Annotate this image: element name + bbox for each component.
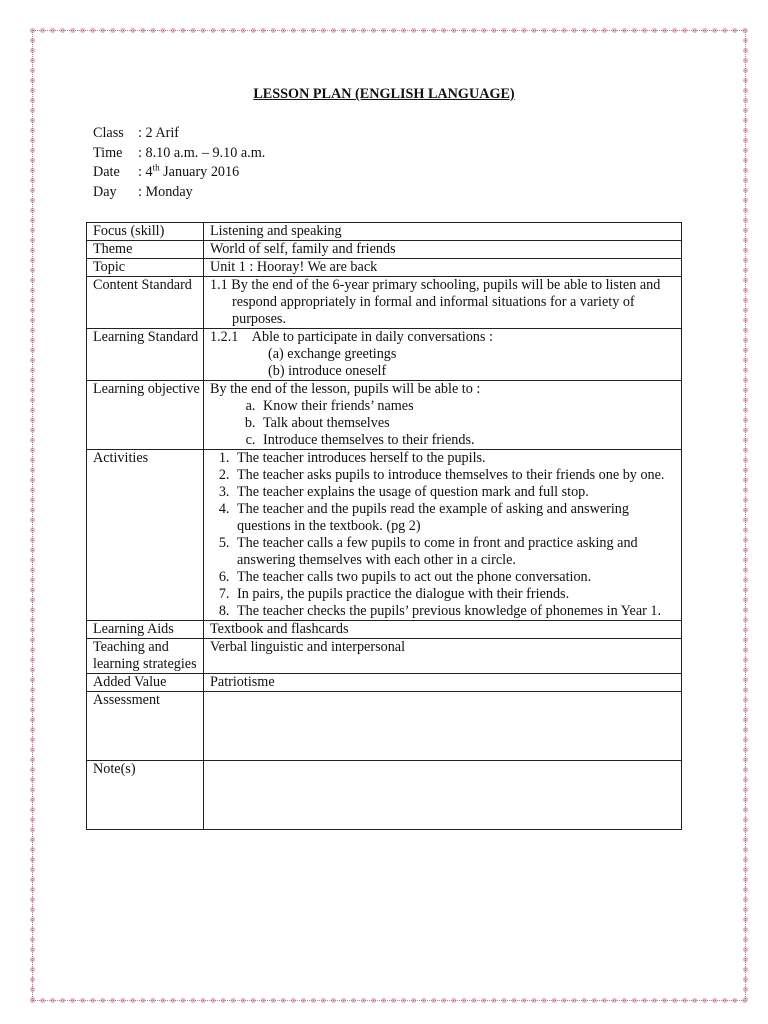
list-item: 6. The teacher calls two pupils to act out the phone conversation.: [233, 569, 678, 586]
list-item: 1. The teacher introduces herself to the pupils.: [233, 450, 678, 467]
notes-value: [204, 761, 682, 830]
learning-standard-cell: [204, 329, 682, 381]
meta-date-suffix: January 2016: [159, 164, 240, 180]
assessment-value: [204, 692, 682, 761]
notes-label: Note(s): [87, 761, 204, 830]
assessment-label: Assessment: [87, 692, 204, 761]
table-row-assessment: [87, 692, 682, 761]
activities-list: [210, 450, 678, 620]
activities-label: Activities: [87, 450, 204, 621]
activities-cell: [204, 450, 682, 621]
added-value-value: Patriotisme: [204, 674, 682, 692]
list-item: 3. The teacher explains the usage of question mark and full stop.: [233, 484, 678, 501]
table-row-learning-objective: [87, 381, 682, 450]
focus-value: Listening and speaking: [204, 223, 682, 241]
list-item: c. Introduce themselves to their friends.: [259, 432, 678, 449]
meta-date-row: [93, 163, 265, 183]
list-item: 7. In pairs, the pupils practice the dialogue with their friends.: [233, 586, 678, 603]
strategies-label: Teaching and learning strategies: [87, 639, 204, 674]
content-standard-cell: [204, 277, 682, 329]
learning-standard-intro: 1.2.1 Able to participate in daily conversations :: [210, 329, 493, 345]
table-row-focus: [87, 223, 682, 241]
list-item: 4. The teacher and the pupils read the example of asking and answering questions in the textbook. (pg 2): [233, 501, 678, 535]
table-row-learning-standard: [87, 329, 682, 381]
meta-class-label: Class: [93, 125, 124, 141]
document-title: LESSON PLAN (ENGLISH LANGUAGE): [253, 86, 515, 102]
learning-objective-cell: [204, 381, 682, 450]
learning-objective-label: Learning objective: [87, 381, 204, 450]
meta-date-superscript: th: [152, 162, 160, 173]
table-row-topic: [87, 259, 682, 277]
meta-date-prefix: : 4: [138, 164, 153, 180]
topic-label: Topic: [87, 259, 204, 277]
added-value-label: Added Value: [87, 674, 204, 692]
meta-time-label: Time: [93, 144, 123, 161]
meta-class-value: : 2 Arif: [138, 125, 179, 141]
learning-standard-label: Learning Standard: [87, 329, 204, 381]
content-standard-label: Content Standard: [87, 277, 204, 329]
learning-standard-item: (b) introduce oneself: [268, 363, 387, 379]
table-row-content-standard: [87, 277, 682, 329]
table-row-notes: [87, 761, 682, 830]
meta-day-row: [93, 183, 265, 203]
topic-value: Unit 1 : Hooray! We are back: [204, 259, 682, 277]
theme-label: Theme: [87, 241, 204, 259]
list-item: 5. The teacher calls a few pupils to come in front and practice asking and answering themselves with each other in a circle.: [233, 535, 678, 569]
table-row-learning-aids: [87, 621, 682, 639]
list-item: a. Know their friends’ names: [259, 398, 678, 415]
learning-standard-item: (a) exchange greetings: [268, 346, 397, 362]
list-item: 8. The teacher checks the pupils’ previous knowledge of phonemes in Year 1.: [233, 603, 678, 620]
list-item: b. Talk about themselves: [259, 415, 678, 432]
table-row-activities: [87, 450, 682, 621]
learning-aids-label: Learning Aids: [87, 621, 204, 639]
list-item: 2. The teacher asks pupils to introduce themselves to their friends one by one.: [233, 467, 678, 484]
meta-date-label: Date: [93, 164, 120, 180]
meta-class-row: [93, 124, 265, 144]
learning-aids-value: Textbook and flashcards: [204, 621, 682, 639]
table-row-theme: [87, 241, 682, 259]
content-standard-value: 1.1 By the end of the 6-year primary schooling, pupils will be able to listen and respond appropriately in formal and informal situations for a variety of purposes.: [210, 277, 661, 327]
learning-objective-intro: By the end of the lesson, pupils will be able to :: [210, 381, 481, 397]
strategies-value: Verbal linguistic and interpersonal: [204, 639, 682, 674]
meta-day-value: : Monday: [138, 183, 193, 200]
learning-objective-list: [210, 398, 678, 449]
table-row-added-value: [87, 674, 682, 692]
meta-time-row: [93, 144, 265, 164]
lesson-meta: [93, 124, 265, 202]
meta-date-value: [138, 163, 239, 183]
meta-day-label: Day: [93, 183, 117, 200]
meta-time-value: : 8.10 a.m. – 9.10 a.m.: [138, 144, 266, 161]
table-row-strategies: [87, 639, 682, 674]
theme-value: World of self, family and friends: [204, 241, 682, 259]
focus-label: Focus (skill): [87, 223, 204, 241]
lesson-plan-table: [86, 222, 682, 830]
